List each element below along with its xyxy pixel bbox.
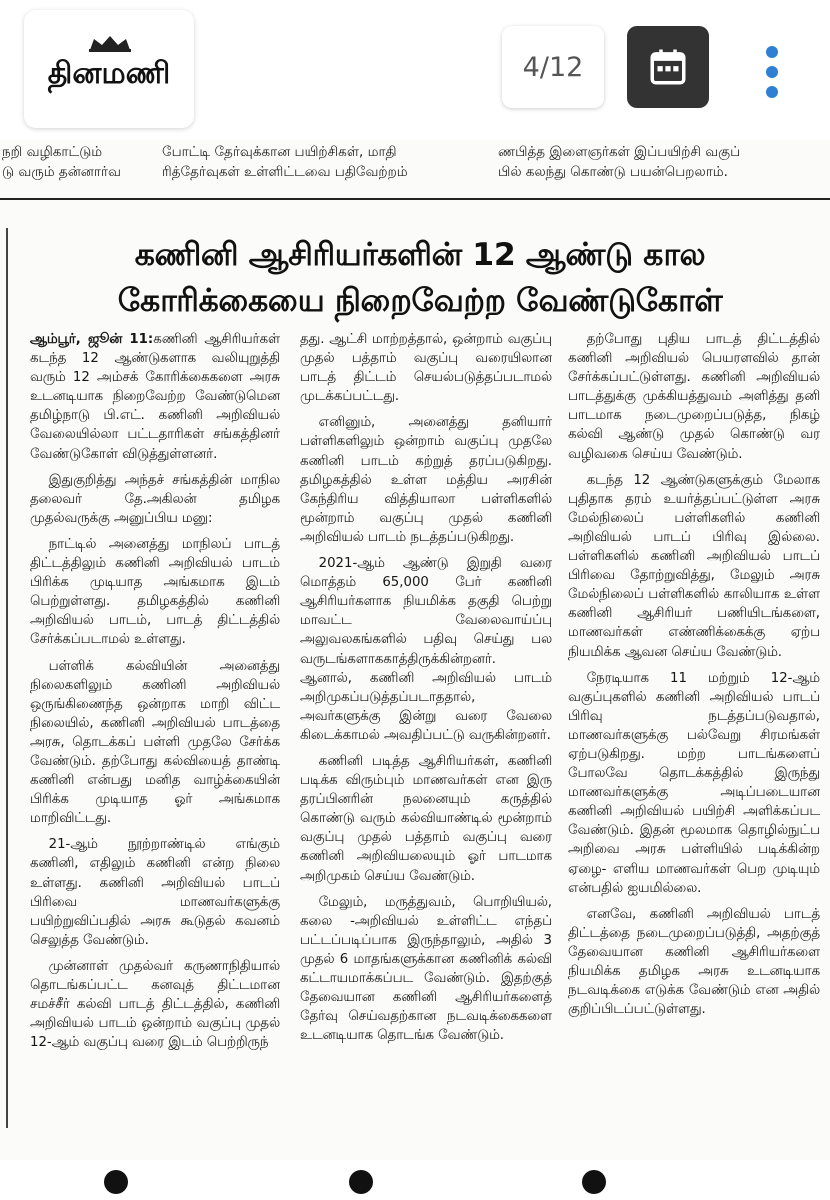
paragraph: நேரடியாக 11 மற்றும் 12-ஆம் வகுப்புகளில் கணினி அறிவியல் பாடப் பிரிவு நடத்தப்படுவதால், மாணவர்களுக்கு பல்வேறு சிரமங்கள் ஏற்படுகிறது. மற்ற பாடங்களைப் போலவே தொடக்கத்தில் இருந்து மாணவர்களுக்கு அடிப்படையான கணினி அறிவியல் பயிற்சி அளிக்கப்பட வேண்டும். இதன் மூலமாக தொழில்நுட்ப அறிவை அரசு பள்ளியில் படிக்கின்ற ஏழை- எளிய மாணவர்கள் பெற முடியும் என்பதில் ஐயமில்லை.	[568, 670, 820, 896]
strip-text: ணபித்த இளைஞர்கள் இப்பயிற்சி வகுப்	[498, 144, 741, 160]
pagination-dot[interactable]	[582, 1170, 606, 1194]
article-headline	[20, 232, 820, 324]
headline-line: கணினி ஆசிரியர்களின் 12 ஆண்டு கால	[134, 237, 706, 273]
paragraph: கணினி படித்த ஆசிரியர்கள், கணினி படிக்க விரும்பும் மாணவர்கள் என இரு தரப்பினரின் நலனையும் கருத்தில் கொண்டு வரும் கல்வியாண்டில் மூன்றாம் வகுப்பு முதல் பத்தாம் வகுப்பு வரை கணினி அறிவியலையும் ஓர் பாடமாக அறிமுகம் செய்ய வேண்டும்.	[300, 753, 552, 884]
strip-text: ரித்தேர்வுகள் உள்ளிட்டவை பதிவேற்றம்	[162, 164, 408, 180]
logo-card[interactable]	[24, 10, 194, 128]
headline-line: கோரிக்கையை நிறைவேற்ற வேண்டுகோள்	[117, 283, 723, 319]
strip-text: போட்டி தேர்வுக்கான பயிற்சிகள், மாதி	[162, 144, 397, 160]
divider	[0, 198, 830, 200]
strip-text: நறி வழிகாட்டும்	[2, 144, 103, 160]
paragraph: கடந்த 12 ஆண்டுகளுக்கும் மேலாக புதிதாக தரம் உயர்த்தப்பட்டுள்ள அரசு மேல்நிலைப் பள்ளிகளில் கணினி அறிவியல் பாடப் பிரிவு இல்லை. பள்ளிகளில் கணினி அறிவியல் பாடப் பிரிவை தோற்றுவித்து, மேலும் அரசு மேல்நிலைப் பள்ளிகளில் காலியாக உள்ள கணினி ஆசிரியர் பணியிடங்களை, மாணவர்கள் எண்ணிக்கைக்கு ஏற்ப நியமிக்க ஆவன செய்ய வேண்டும்.	[568, 472, 820, 660]
app-header	[0, 0, 830, 140]
strip-text: பில் கலந்து கொண்டு பயன்பெறலாம்.	[498, 164, 728, 180]
paragraph: மேலும், மருத்துவம், பொறியியல், கலை -அறிவியல் உள்ளிட்ட எந்தப் பட்டப்படிப்பாக இருந்தாலும், அதில் 3 முதல் 6 மாதங்களுக்கான கணினிக் கல்வி கட்டாயமாக்கப்பட வேண்டும். இதற்குத் தேவையான கணினி ஆசிரியர்களைத் தேர்வு செய்வதற்கான நடவடிக்கைகளை உடனடியாக தொடங்க வேண்டும்.	[300, 894, 552, 1044]
paragraph: எனவே, கணினி அறிவியல் பாடத் திட்டத்தை நடைமுறைப்படுத்தி, அதற்குத் தேவையான கணினி ஆசிரியர்களை நியமிக்க தமிழக அரசு உடனடியாக நடவடிக்கை எடுக்க வேண்டும் என அதில் குறிப்பிடப்பட்டுள்ளது.	[568, 906, 820, 1018]
article-column-3	[568, 330, 820, 1155]
pagination-dot[interactable]	[104, 1170, 128, 1194]
dateline: ஆம்பூர், ஜூன் 11:	[30, 332, 154, 347]
calendar-icon	[647, 46, 689, 88]
calendar-button[interactable]	[627, 26, 709, 108]
pagination-dots	[0, 1160, 830, 1200]
pagination-dot[interactable]	[349, 1170, 373, 1194]
more-vertical-icon	[766, 46, 778, 58]
strip-text: டு வரும் தன்னார்வ	[2, 164, 121, 180]
crown-emblem-icon	[86, 34, 134, 52]
paragraph: 21-ஆம் நூற்றாண்டில் எங்கும் கணினி, எதிலும் கணினி என்ற நிலை உள்ளது. கணினி அறிவியல் பாடப் பிரிவை மாணவர்களுக்கு பயிற்றுவிப்பதில் அரசு கூடுதல் கவனம் செலுத்த வேண்டும்.	[30, 837, 280, 948]
paragraph: தற்போது புதிய பாடத் திட்டத்தில் கணினி அறிவியல் பெயரளவில் தான் சேர்க்கப்பட்டுள்ளது. கணினி அறிவியல் பாடத்துக்கு முக்கியத்துவம் அளித்து தனி பாடமாக நடைமுறைப்படுத்த, நிகழ் கல்வி ஆண்டு முதல் கொண்டு வர வழிவகை செய்ய வேண்டும்.	[568, 332, 820, 462]
page-indicator[interactable]: 4/12	[502, 26, 604, 108]
paragraph: பள்ளிக் கல்வியின் அனைத்து நிலைகளிலும் கணினி அறிவியல் ஒருங்கிணைந்த ஒன்றாக மாறி விட்ட நிலையில், கணினி அறிவியல் பாடத்தை அரசு, தொடக்கப் பள்ளி முதலே சேர்க்க வேண்டும். தற்போது கல்வியைத் தாண்டி கணினி என்பது மனித வாழ்க்கையின் பிரிக்க முடியாத ஓர் அங்கமாக மாறிவிட்டது.	[30, 658, 280, 827]
paragraph: 2021-ஆம் ஆண்டு இறுதி வரை மொத்தம் 65,000 பேர் கணினி ஆசிரியர்களாக நியமிக்க தகுதி பெற்று மாவட்ட வேலைவாய்ப்பு அலுவலகங்களில் பதிவு செய்து பல வருடங்களாககாத்திருக்கின்றனர். ஆனால், கணினி அறிவியல் பாடம் அறிமுகப்படுத்தப்படாததால், அவர்களுக்கு இன்று வரை வேலை கிடைக்காமல் அவதிப்பட்டு வருகின்றனர்.	[300, 556, 552, 743]
divider	[6, 228, 8, 1128]
paragraph: நாட்டில் அனைத்து மாநிலப் பாடத் திட்டத்திலும் கணினி அறிவியல் பாடம் பிரிக்க முடியாத அங்கமாக இடம் பெற்றுள்ளது. தமிழகத்தில் கணினி அறிவியல் பாடம், பாடத் திட்டத்தில் சேர்க்கப்படாமல் உள்ளது.	[30, 536, 280, 648]
article-column-1	[30, 330, 280, 1155]
newspaper-page[interactable]	[0, 140, 830, 1160]
paragraph: இதுகுறித்து அந்தச் சங்கத்தின் மாநில தலைவர் தே.அகிலன் தமிழக முதல்வருக்கு அனுப்பிய மனு:	[30, 472, 280, 526]
paragraph: முன்னாள் முதல்வர் கருணாநிதியால் தொடங்கப்பட்ட கனவுத் திட்டமான சமச்சீர் கல்வி பாடத் திட்டத்தில், கணினி அறிவியல் பாடம் ஒன்றாம் வகுப்பு முதல் 12-ஆம் வகுப்பு வரை இடம் பெற்றிருந்	[30, 958, 280, 1051]
more-options-button[interactable]	[752, 40, 792, 104]
paragraph: ஆம்பூர், ஜூன் 11:கணினி ஆசிரியர்கள் கடந்த 12 ஆண்டுகளாக வலியுறுத்தி வரும் 12 அம்சக் கோரிக்கைகளை அரசு உடனடியாக நிறைவேற்ற வேண்டுமென தமிழ்நாடு பி.எட். கணினி அறிவியல் வேலையில்லா பட்டதாரிகள் சங்கத்தினர் வேண்டுகோள் விடுத்துள்ளனர்.	[30, 332, 280, 462]
paragraph: தது. ஆட்சி மாற்றத்தால், ஒன்றாம் வகுப்பு முதல் பத்தாம் வகுப்பு வரையிலான பாடத் திட்டம் செயல்படுத்தப்படாமல் முடக்கப்பட்டது.	[300, 332, 552, 405]
newspaper-logo: தினமணி	[47, 56, 171, 91]
article-column-2	[300, 330, 552, 1155]
previous-article-strip	[0, 140, 830, 195]
paragraph: எனினும், அனைத்து தனியார் பள்ளிகளிலும் ஒன்றாம் வகுப்பு முதலே கணினி பாடம் கற்றுத் தரப்படுகிறது. தமிழகத்தில் உள்ள மத்திய அரசின் கேந்திரிய வித்தியாலா பள்ளிகளில் மூன்றாம் வகுப்பு முதல் கணினி அறிவியல் பாடம் நடத்தப்படுகிறது.	[300, 415, 552, 545]
